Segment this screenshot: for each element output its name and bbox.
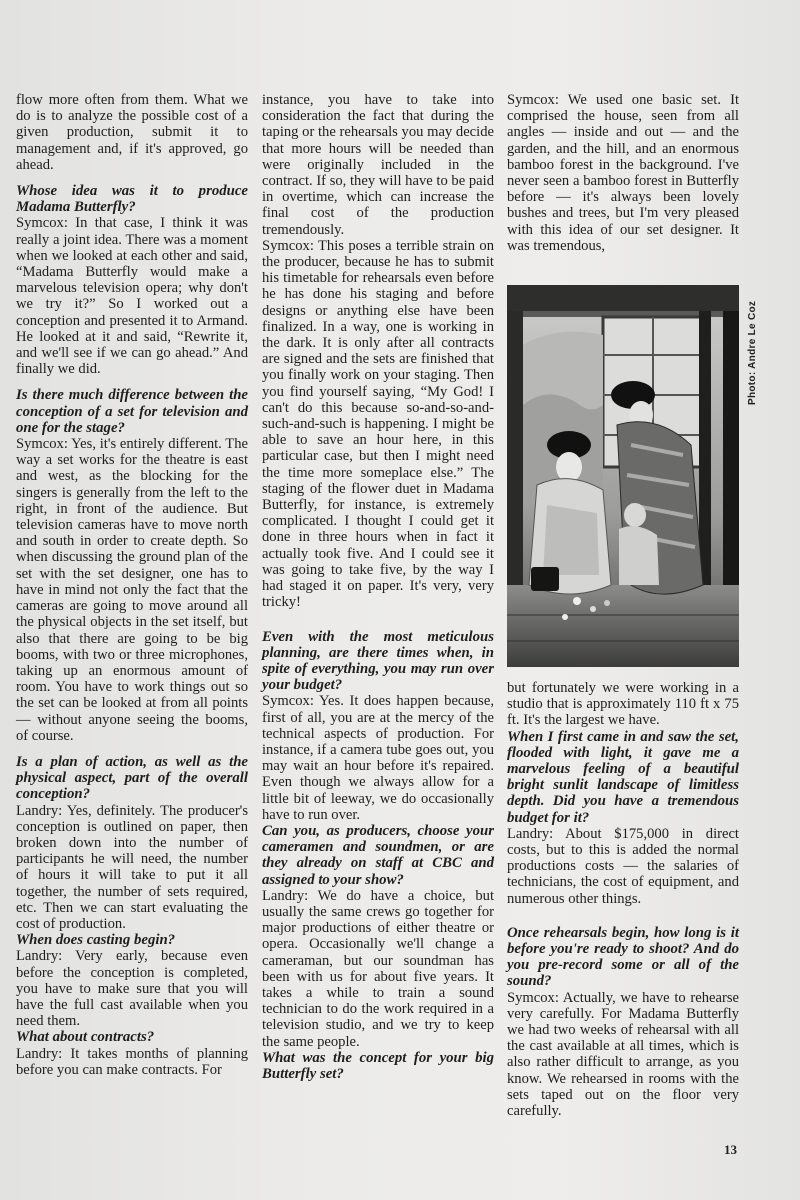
photo-credit: Photo: Andre Le Coz <box>747 300 758 405</box>
paragraph-col3_top-0: Symcox: We used one basic set. It comprised the house, seen from all angles — inside and out — and the garden, and the hill, and an enormous bamboo forest in the background. I've never seen a bamboo forest in Butterfly before — it's always been lovely bushes and trees, but I'm very pleased with this idea of our set designer. It was tremendous, <box>507 92 739 254</box>
question-col3_bottom-3: Once rehearsals begin, how long is it before you're ready to shoot? And do you pre-record some or all of the sound? <box>507 924 739 990</box>
question-col2-2: Even with the most meticulous planning, are there times when, in spite of everything, you may run over your budget? <box>262 628 494 694</box>
paragraph-col1-4: Symcox: Yes, it's entirely different. The way a set works for the theatre is east and west, as the blocking for the singers is generally from the left to the right, in front of the audience. But television cameras have to move north and south in order to create depth. So when discussing the ground plan of the set with the set designer, one has to have in mind not only the fact that the cameras are going to move around all the physical objects in the set itself, but also that there are going to be big booms, with two or three microphones, taking up an enormous amount of room. You have to work things out so the set can be looked at from all points — without anyone seeing the booms, of course. <box>16 436 248 744</box>
question-col1-1: Whose idea was it to produce Madama Butterfly? <box>16 183 248 216</box>
question-col2-4: Can you, as producers, choose your cameramen and soundmen, or are they already on staff at CBC and assigned to your show? <box>262 822 494 888</box>
question-col2-6: What was the concept for your big Butterfly set? <box>262 1049 494 1082</box>
paragraph-col2-1: Symcox: This poses a terrible strain on the producer, because he has to submit his timetable for rehearsals even before he has done his staging and before designs or anything else have been finalized. In a way, one is working in the dark. It is only after all contracts are signed and the sets are finished that you finally work on your staging. Then you find yourself saying, “My God! I can't do this because so-and-so-and-such-and-such is happening. I might be able to save an hour here, in this particular case, but then I might need the time more someplace else.” The staging of the flower duet in Madama Butterfly, for instance, is extremely complicated. I thought I could get it done in three hours when in fact it actually took five. And I could see it was going to take five, by the way I had staged it on paper. It's very, very tricky! <box>262 237 494 611</box>
paragraph-col1-6: Landry: Yes, definitely. The producer's conception is outlined on paper, then broken down into the number of participants he will need, the number of hours it will take to put it all together, the number of sets required, etc. Then we can start evaluating the cost of production. <box>16 802 248 932</box>
paragraph-col1-8: Landry: Very early, because even before the conception is completed, you have to make sure that you will have the full cast available when you need them. <box>16 948 248 1030</box>
paragraph-col1-2: Symcox: In that case, I think it was really a joint idea. There was a moment when we looked at each other and said, “Madama Butterfly would make a marvelous television opera; why don't we try it?” So I worked out a conception and presented it to Armand. He looked at it and said, “Rewrite it, and we'll see if we can go ahead.” And finally we did. <box>16 215 248 378</box>
column-1 <box>16 92 248 1078</box>
paragraph-col1-0: flow more often from them. What we do is to analyze the possible cost of a given production, submit it to management and, if it's approved, go ahead. <box>16 92 248 173</box>
paragraph-col3_bottom-2: Landry: About $175,000 in direct costs, but to this is added the normal productions costs — the salaries of technicians, the cost of equipment, and numerous other things. <box>507 825 739 907</box>
question-col3_bottom-1: When I first came in and saw the set, flooded with light, it gave me a marvelous feeling of a beautiful bright sunlit landscape of limitless depth. Did you have a tremendous budget for it? <box>507 728 739 826</box>
question-col1-7: When does casting begin? <box>16 932 176 949</box>
column-3-bottom <box>507 680 739 1119</box>
column-3-top <box>507 92 739 254</box>
column-2 <box>262 92 494 1082</box>
paragraph-col1-10: Landry: It takes months of planning before you can make contracts. For <box>16 1045 248 1078</box>
paragraph-col3_bottom-0: but fortunately we were working in a studio that is approximately 110 ft x 75 ft. It's the largest we have. <box>507 680 739 729</box>
paragraph-col3_bottom-4: Symcox: Actually, we have to rehearse very carefully. For Madama Butterfly we had two weeks of rehearsal with all the cast available at all times, which is also rather difficult to arrange, as you know. We rehearsed in rooms with the sets taped out on the floor very carefully. <box>507 989 739 1120</box>
photo-block <box>507 285 760 667</box>
paragraph-col2-5: Landry: We do have a choice, but usually the same crews go together for major productions of either theatre or opera. Occasionally we'll change a cameraman, but our soundman has been with us for about five years. It takes a while to train a sound technician to do the work required in a television studio, and we try to keep the same people. <box>262 887 494 1050</box>
question-col1-3: Is there much difference between the conception of a set for television and one for the stage? <box>16 387 248 436</box>
opera-photo <box>507 285 739 667</box>
paragraph-col2-0: instance, you have to take into consideration the fact that during the taping or the rehearsals you may decide that more hours will be needed than were originally included in the contract. If so, they will have to be paid in overtime, which can increase the final cost of the production tremendously. <box>262 92 494 238</box>
question-col1-9: What about contracts? <box>16 1029 155 1046</box>
page-number: 13 <box>724 1142 737 1157</box>
paragraph-col2-3: Symcox: Yes. It does happen because, first of all, you are at the mercy of the technical aspects of production. For instance, if a camera tube goes out, you may wait an hour before it's repaired. Even though we always allow for a little bit of leeway, we do occasionally have to run over. <box>262 693 494 823</box>
question-col1-5: Is a plan of action, as well as the physical aspect, part of the overall conception? <box>16 753 248 803</box>
